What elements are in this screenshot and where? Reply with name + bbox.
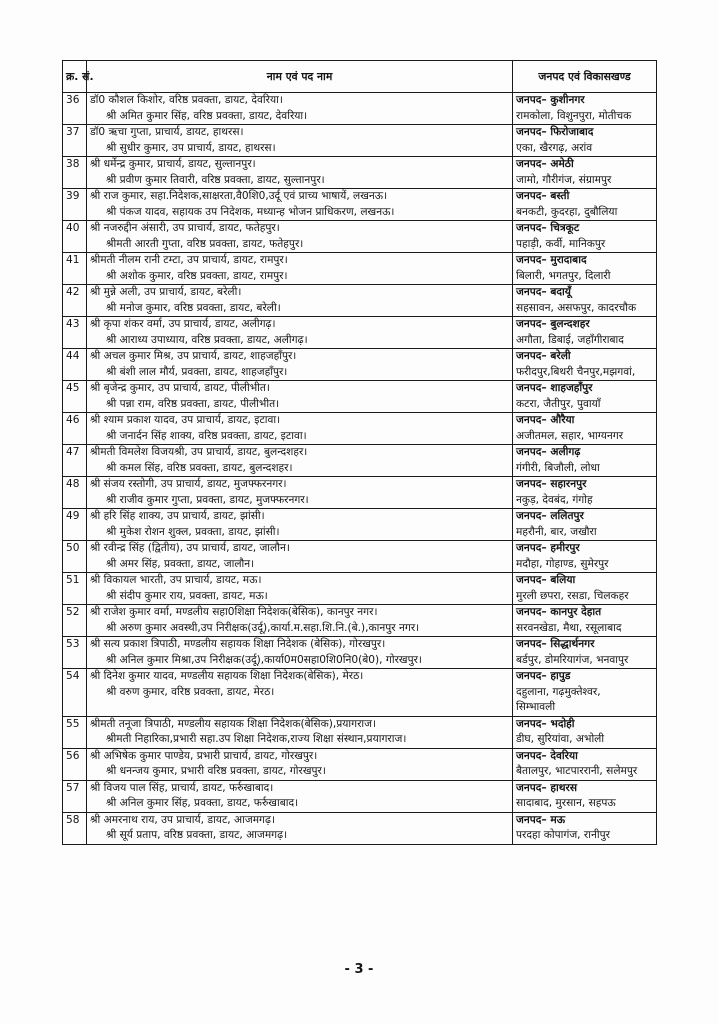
district-name: जनपद– औरैया	[516, 414, 575, 426]
officer-name-line: श्री जनार्दन सिंह शाक्य, वरिष्ठ प्रवक्ता, डायट, इटावा।	[106, 429, 307, 442]
officer-name-line: श्री अशोक कुमार, वरिष्ठ प्रवक्ता, डायट, रामपुर।	[106, 269, 288, 282]
district-name: जनपद– अमेठी	[516, 158, 574, 170]
district-name: जनपद– मऊ	[516, 813, 566, 826]
district-name: जनपद– फिरोजाबाद	[516, 126, 594, 138]
officer-name-line: श्री अचल कुमार मिश्र, उप प्राचार्य, डायट, शाहजहाँपुर।	[90, 350, 297, 362]
officer-name-line: श्री पन्ना राम, वरिष्ठ प्रवक्ता, डायट, पीलीभीत।	[106, 397, 280, 410]
table-row	[63, 637, 657, 669]
officer-name-line: श्री बृजेन्द्र कुमार, उप प्राचार्य, डायट, पीलीभीत।	[90, 382, 270, 394]
officer-names-cell	[87, 748, 513, 780]
table-row	[63, 669, 657, 717]
development-blocks: सहसावन, असफपुर, कादरचौक	[516, 301, 637, 314]
district-name: जनपद– भदोही	[516, 717, 575, 730]
officer-name-line: श्री मुकेश रोशन शुक्ल, प्रवक्ता, डायट, झांसी।	[106, 525, 280, 538]
serial-number: 55	[63, 716, 87, 748]
officer-names-cell	[87, 477, 513, 509]
development-blocks: गंगीरी, बिजौली, लोधा	[516, 461, 600, 474]
officer-name-line: श्री अनिल कुमार मिश्रा,उप निरीक्षक(उर्दू),कार्या0म0सहा0शि0नि0(बे0), गोरखपुर।	[106, 653, 422, 666]
serial-number: 44	[63, 349, 87, 381]
district-block-cell	[513, 253, 657, 285]
development-blocks: परदहा कोपागंज, रानीपुर	[516, 829, 610, 841]
district-name: जनपद– हमीरपुर	[516, 542, 580, 554]
serial-number: 42	[63, 285, 87, 317]
officer-name-line: श्री अमर सिंह, प्रवक्ता, डायट, जालौन।	[106, 557, 255, 570]
table-row	[63, 445, 657, 477]
serial-number: 50	[63, 541, 87, 573]
officer-name-line: श्री धनन्जय कुमार, प्रभारी वरिष्ठ प्रवक्ता, डायट, गोरखपुर।	[106, 765, 326, 777]
district-name: जनपद– हापुड	[516, 670, 571, 682]
district-block-cell	[513, 125, 657, 157]
officer-names-cell	[87, 669, 513, 717]
officer-names-cell	[87, 253, 513, 285]
officer-name-line: श्री नजरुद्दीन अंसारी, उप प्राचार्य, डायट, फतेहपुर।	[90, 222, 280, 234]
district-name: जनपद– बुलन्दशहर	[516, 318, 590, 330]
officer-name-line: श्री मुन्ने अली, उप प्राचार्य, डायट, बरेली।	[90, 286, 242, 298]
table-row	[63, 716, 657, 748]
district-block-cell	[513, 541, 657, 573]
officer-name-line: श्री अमित कुमार सिंह, वरिष्ठ प्रवक्ता, डायट, देवरिया।	[106, 109, 308, 122]
officer-names-cell	[87, 780, 513, 812]
officer-names-cell	[87, 637, 513, 669]
development-blocks: सरवनखेडा, मैथा, रसूलाबाद	[516, 621, 622, 634]
district-name: जनपद– शाहजहाँपुर	[516, 382, 593, 394]
district-block-cell	[513, 317, 657, 349]
table-row	[63, 812, 657, 844]
officer-name-line: श्री मनोज कुमार, वरिष्ठ प्रवक्ता, डायट, बरेली।	[106, 301, 281, 314]
officer-name-line: श्री अमरनाथ राय, उप प्राचार्य, डायट, आजमगढ़।	[90, 813, 275, 826]
district-block-cell	[513, 780, 657, 812]
development-blocks: सादाबाद, मुरसान, सहपऊ	[516, 797, 616, 809]
officer-name-line: श्री सत्य प्रकाश त्रिपाठी, मण्डलीय सहायक शिक्षा निदेशक (बेसिक), गोरखपुर।	[90, 638, 386, 650]
officer-names-cell	[87, 221, 513, 253]
serial-number: 41	[63, 253, 87, 285]
officer-names-cell	[87, 285, 513, 317]
development-blocks: दहुलाना, गढ़मुक्तेश्वर,	[516, 685, 601, 698]
district-name: जनपद– कानपुर देहात	[516, 606, 602, 618]
page-number: - 3 -	[344, 962, 374, 977]
spacer-line	[90, 700, 509, 716]
district-block-cell	[513, 93, 657, 125]
table-row	[63, 748, 657, 780]
officer-name-line: श्री राजेश कुमार वर्मा, मण्डलीय सहा0शिक्षा निदेशक(बेसिक), कानपुर नगर।	[90, 606, 378, 618]
officer-name-line: श्री अनिल कुमार सिंह, प्रवक्ता, डायट, फर्रुखाबाद।	[106, 797, 299, 809]
district-name: जनपद– बस्ती	[516, 190, 570, 202]
officer-name-line: श्री रवीन्द्र सिंह (द्वितीय), उप प्राचार्य, डायट, जालौन।	[90, 542, 290, 554]
officer-names-cell	[87, 445, 513, 477]
table-row	[63, 413, 657, 445]
officer-names-cell	[87, 317, 513, 349]
table-row	[63, 285, 657, 317]
officer-name-line: डॉ0 ऋचा गुप्ता, प्राचार्य, डायट, हाथरस।	[90, 126, 244, 138]
district-name: जनपद– देवरिया	[516, 749, 578, 762]
table-row	[63, 93, 657, 125]
development-blocks: डीघ, सुरियांवा, अभोली	[516, 733, 605, 745]
officer-name-line: श्री राजीव कुमार गुप्ता, प्रवक्ता, डायट, मुजफ्फरनगर।	[106, 493, 309, 506]
officer-names-cell	[87, 605, 513, 637]
serial-number: 46	[63, 413, 87, 445]
officer-name-line: श्री प्रवीण कुमार तिवारी, वरिष्ठ प्रवक्ता, डायट, सुल्तानपुर।	[106, 173, 325, 186]
district-block-cell	[513, 669, 657, 717]
table-row	[63, 125, 657, 157]
officer-names-cell	[87, 125, 513, 157]
officer-name-line: श्रीमती आरती गुप्ता, वरिष्ठ प्रवक्ता, डायट, फतेहपुर।	[106, 237, 304, 250]
district-block-cell	[513, 445, 657, 477]
district-name: जनपद– हाथरस	[516, 781, 577, 794]
table-row	[63, 509, 657, 541]
table-row	[63, 317, 657, 349]
district-block-cell	[513, 157, 657, 189]
officer-name-line: श्री अरुण कुमार अवस्थी,उप निरीक्षक(उर्दू),कार्या.म.सहा.शि.नि.(बे.),कानपुर नगर।	[106, 621, 420, 634]
officer-name-line: श्रीमती निहारिका,प्रभारी सहा.उप शिक्षा निदेशक,राज्य शिक्षा संस्थान,प्रयागराज।	[106, 733, 407, 745]
serial-number: 49	[63, 509, 87, 541]
district-name: जनपद– ललितपुर	[516, 510, 584, 522]
district-name: जनपद– अलीगढ़	[516, 446, 581, 458]
development-blocks: फरीदपुर,बिथरी चैनपुर,मझगवां,	[516, 365, 636, 378]
development-blocks: बिलारी, भगतपुर, दिलारी	[516, 269, 611, 282]
officer-name-line: डॉ0 कौशल किशोर, वरिष्ठ प्रवक्ता, डायट, देवरिया।	[90, 94, 283, 106]
officer-name-line: श्रीमती तनूजा त्रिपाठी, मण्डलीय सहायक शिक्षा निदेशक(बेसिक),प्रयागराज।	[90, 717, 377, 730]
officer-name-line: श्रीमती नीलम रानी टम्टा, उप प्राचार्य, डायट, रामपुर।	[90, 254, 288, 266]
serial-number: 36	[63, 93, 87, 125]
serial-number: 39	[63, 189, 87, 221]
officer-name-line: श्री वरुण कुमार, वरिष्ठ प्रवक्ता, डायट, मेरठ।	[106, 685, 275, 698]
table-row	[63, 221, 657, 253]
serial-number: 51	[63, 573, 87, 605]
district-block-cell	[513, 716, 657, 748]
serial-number: 53	[63, 637, 87, 669]
development-blocks: मुरली छपरा, रसडा, चिलकहर	[516, 589, 629, 602]
officer-name-line: श्री हरि सिंह शाक्य, उप प्राचार्य, डायट, झांसी।	[90, 510, 265, 522]
development-blocks: अगौता, डिबाई, जहाँगीराबाद	[516, 333, 624, 346]
officer-name-line: श्री संदीप कुमार राय, प्रवक्ता, डायट, मऊ।	[106, 589, 268, 602]
officer-names-cell	[87, 93, 513, 125]
serial-number: 58	[63, 812, 87, 844]
district-name: जनपद– सिद्धार्थनगर	[516, 638, 595, 650]
district-block-cell	[513, 381, 657, 413]
table-row	[63, 605, 657, 637]
district-block-cell	[513, 509, 657, 541]
table-row	[63, 477, 657, 509]
officer-name-line: श्री धर्मेन्द्र कुमार, प्राचार्य, डायट, सुल्तानपुर।	[90, 158, 256, 170]
officer-names-cell	[87, 189, 513, 221]
header-name-designation: नाम एवं पद नाम	[87, 61, 513, 93]
development-blocks: बर्डपुर, डोमरियागंज, भनवापुर	[516, 653, 629, 666]
header-serial-number: क्र. सं.	[63, 61, 87, 93]
officer-name-line: श्री कृपा शंकर वर्मा, उप प्राचार्य, डायट, अलीगढ़।	[90, 318, 276, 330]
serial-number: 40	[63, 221, 87, 253]
development-blocks: अजीतमल, सहार, भाग्यनगर	[516, 429, 624, 442]
officer-name-line: श्री पंकज यादव, सहायक उप निदेशक, मध्यान्ह भोजन प्राधिकरण, लखनऊ।	[106, 205, 395, 218]
development-blocks: जामो, गौरीगंज, संग्रामपुर	[516, 173, 612, 186]
district-block-cell	[513, 605, 657, 637]
table-row	[63, 780, 657, 812]
officer-name-line: श्री विकायल भारती, उप प्राचार्य, डायट, मऊ।	[90, 574, 262, 586]
district-name: जनपद– मुरादाबाद	[516, 254, 587, 266]
officer-name-line: श्री कमल सिंह, वरिष्ठ प्रवक्ता, डायट, बुलन्दशहर।	[106, 461, 293, 474]
development-blocks: महरौनी, बार, जखौरा	[516, 525, 597, 538]
officer-name-line: श्री बंशी लाल मौर्य, प्रवक्ता, डायट, शाहजहाँपुर।	[106, 365, 288, 378]
serial-number: 48	[63, 477, 87, 509]
serial-number: 38	[63, 157, 87, 189]
officer-name-line: श्री अभिषेक कुमार पाण्डेय, प्रभारी प्राचार्य, डायट, गोरखपुर।	[90, 749, 318, 762]
table-row	[63, 189, 657, 221]
officer-names-cell	[87, 573, 513, 605]
district-block-cell	[513, 573, 657, 605]
district-name: जनपद– बरेली	[516, 350, 571, 362]
development-blocks: रामकोला, विशुनपुरा, मोतीचक	[516, 109, 632, 122]
district-block-cell	[513, 812, 657, 844]
development-blocks: मदौहा, गोहाण्ड, सुमेरपुर	[516, 557, 609, 570]
table-row	[63, 349, 657, 381]
serial-number: 52	[63, 605, 87, 637]
district-block-cell	[513, 477, 657, 509]
table-row	[63, 541, 657, 573]
serial-number: 56	[63, 748, 87, 780]
table-row	[63, 573, 657, 605]
officer-name-line: श्री दिनेश कुमार यादव, मण्डलीय सहायक शिक्षा निदेशक(बेसिक), मेरठ।	[90, 670, 364, 682]
officer-names-cell	[87, 509, 513, 541]
officer-assignment-table	[62, 60, 657, 845]
table-row	[63, 381, 657, 413]
development-blocks: एका, खैरगढ़, अरांव	[516, 141, 593, 154]
officer-name-line: श्री श्याम प्रकाश यादव, उप प्राचार्य, डायट, इटावा।	[90, 414, 281, 426]
officer-name-line: श्री विजय पाल सिंह, प्राचार्य, डायट, फर्रुखाबाद।	[90, 781, 274, 794]
development-blocks: बैतालपुर, भाटपाररानी, सलेमपुर	[516, 765, 638, 777]
development-blocks: बनकटी, कुदरहा, दुबौलिया	[516, 205, 618, 218]
district-name: जनपद– सहारनपुर	[516, 478, 587, 490]
table-header-row	[63, 61, 657, 93]
development-blocks: पहाड़ी, कर्वी, मानिकपुर	[516, 237, 606, 250]
district-name: जनपद– चित्रकूट	[516, 222, 580, 234]
serial-number: 45	[63, 381, 87, 413]
officer-names-cell	[87, 812, 513, 844]
development-blocks: कटरा, जैतीपुर, पुवायाँ	[516, 397, 601, 410]
serial-number: 37	[63, 125, 87, 157]
table-body	[63, 93, 657, 845]
development-blocks: नकुड़, देवबंद, गंगोह	[516, 493, 593, 506]
table-row	[63, 157, 657, 189]
officer-name-line: श्री सूर्य प्रताप, वरिष्ठ प्रवक्ता, डायट, आजमगढ़।	[106, 829, 288, 841]
district-block-cell	[513, 637, 657, 669]
officer-names-cell	[87, 381, 513, 413]
development-blocks-continued: सिम्भावली	[516, 701, 556, 713]
district-name: जनपद– बदायूँ	[516, 286, 571, 298]
officer-names-cell	[87, 157, 513, 189]
officer-name-line: श्री संजय रस्तोगी, उप प्राचार्य, डायट, मुजफ्फरनगर।	[90, 478, 287, 490]
serial-number: 43	[63, 317, 87, 349]
officer-name-line: श्रीमती विमलेश विजयश्री, उप प्राचार्य, डायट, बुलन्दशहर।	[90, 446, 308, 458]
officer-name-line: श्री सुधीर कुमार, उप प्राचार्य, डायट, हाथरस।	[106, 141, 276, 154]
officer-names-cell	[87, 349, 513, 381]
district-block-cell	[513, 748, 657, 780]
officer-name-line: श्री आराध्य उपाध्याय, वरिष्ठ प्रवक्ता, डायट, अलीगढ़।	[106, 333, 308, 346]
officer-name-line: श्री राज कुमार, सहा.निदेशक,साक्षरता,वै0शि0,उर्दू एवं प्राच्य भाषायें, लखनऊ।	[90, 190, 388, 202]
district-block-cell	[513, 189, 657, 221]
district-name: जनपद– बलिया	[516, 574, 576, 586]
district-name: जनपद– कुशीनगर	[516, 94, 585, 106]
district-block-cell	[513, 285, 657, 317]
officer-names-cell	[87, 716, 513, 748]
table-row	[63, 253, 657, 285]
district-block-cell	[513, 221, 657, 253]
serial-number: 57	[63, 780, 87, 812]
officer-names-cell	[87, 541, 513, 573]
serial-number: 54	[63, 669, 87, 717]
serial-number: 47	[63, 445, 87, 477]
district-block-cell	[513, 413, 657, 445]
header-district-block: जनपद एवं विकासखण्ड	[513, 61, 657, 93]
district-block-cell	[513, 349, 657, 381]
officer-names-cell	[87, 413, 513, 445]
